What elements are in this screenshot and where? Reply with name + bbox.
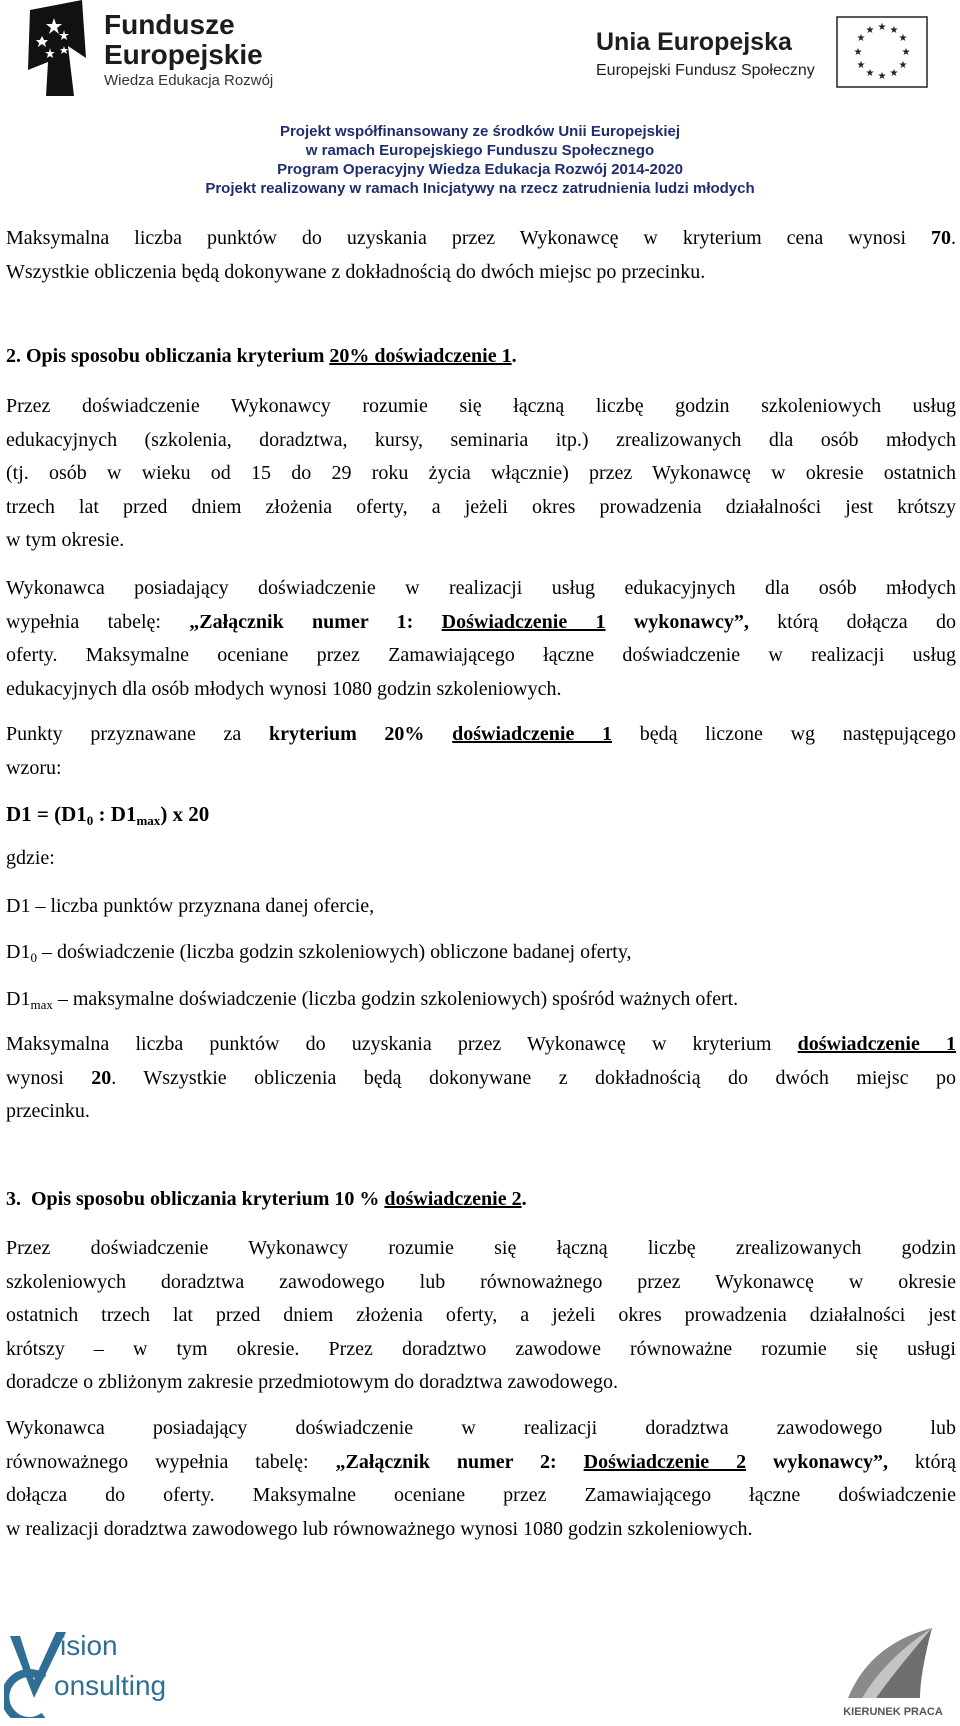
section-2-definition-paragraph <box>6 390 956 558</box>
text-span: : D1 <box>93 802 137 826</box>
text-line: Przez doświadczenie Wykonawcy rozumie się łączną liczbę zrealizowanych godzin <box>6 1237 956 1259</box>
text-line: gdzie: <box>6 847 55 869</box>
text-span: wynosi <box>6 1066 92 1089</box>
project-line: Projekt współfinansowany ze środków Unii Europejskiej <box>279 123 681 140</box>
definition-d1 <box>6 890 956 924</box>
section-3-table-paragraph <box>6 1412 956 1546</box>
svg-text:★: ★ <box>877 71 887 82</box>
fe-logo-line2: Europejskie <box>104 39 263 70</box>
text-span: równoważnego wypełnia tabelę: <box>6 1450 336 1473</box>
text-line: ostatnich trzech lat przed dniem złożenia oferty, a jeżeli okres prowadzenia działalności jest <box>6 1304 956 1326</box>
text-span: 20 <box>91 1066 112 1089</box>
vision-line1: ision <box>60 1630 118 1661</box>
price-criterion-paragraph <box>6 222 956 289</box>
text-span: . Wszystkie obliczenia będą dokonywane z dokładnością do dwóch miejsc po <box>111 1066 956 1089</box>
svg-text:★: ★ <box>889 68 899 79</box>
svg-text:★: ★ <box>856 33 866 44</box>
text-line: (tj. osób w wieku od 15 do 29 roku życia włącznie) przez Wykonawcę w okresie ostatnich <box>6 462 956 484</box>
text-span: będą liczone wg następującego <box>612 723 956 745</box>
text-span: . <box>951 227 956 249</box>
text-span: D1 = (D1 <box>6 802 87 826</box>
text-span: kryterium 20% <box>268 723 453 745</box>
text-span: „Załącznik numer 1: <box>189 610 442 633</box>
text-span: którą dołącza do <box>748 610 956 633</box>
text-span: wykonawcy”, <box>605 610 749 633</box>
text-span: . <box>521 1188 527 1210</box>
text-span: doświadczenie 1 <box>452 723 613 745</box>
text-line: Przez doświadczenie Wykonawcy rozumie się łączną liczbę godzin szkoleniowych usług <box>6 395 956 417</box>
eu-flag-icon <box>836 16 928 88</box>
text-line: przecinku. <box>6 1100 90 1122</box>
formula-where-label <box>6 842 956 876</box>
text-line: krótszy – w tym okresie. Przez doradztwo zawodowe równoważne rozumie się usługi <box>6 1337 956 1360</box>
text-line: Wykonawca posiadający doświadczenie w realizacji usług edukacyjnych dla osób młodych <box>6 577 956 599</box>
text-line: Wszystkie obliczenia będą dokonywane z dokładnością do dwóch miejsc po przecinku. <box>6 260 706 283</box>
text-span: – maksymalne doświadczenie (liczba godzin szkoleniowych) spośród ważnych ofert. <box>52 988 739 1010</box>
fe-logo-line3: Wiedza Edukacja Rozwój <box>104 72 274 89</box>
text-span: . <box>511 345 517 367</box>
project-line: w ramach Europejskiego Funduszu Społecznego <box>305 142 655 159</box>
vision-consulting-logo <box>4 1628 184 1718</box>
svg-text:★: ★ <box>901 47 911 58</box>
kierunek-praca-logo <box>834 1624 952 1724</box>
text-line: wzoru: <box>6 756 62 779</box>
ue-logo-line1: Unia Europejska <box>596 28 792 56</box>
svg-text:★: ★ <box>853 47 863 58</box>
text-line: edukacyjnych dla osób młodych wynosi 1080 godzin szkoleniowych. <box>6 677 562 700</box>
subscript: 0 <box>86 813 94 828</box>
text-span: ) x 20 <box>160 802 210 826</box>
text-line: trzech lat przed dniem złożenia oferty, a jeżeli okres prowadzenia działalności jest krótszy <box>6 495 956 518</box>
project-line: Program Operacyjny Wiedza Edukacja Rozwój 2014-2020 <box>277 161 683 178</box>
text-line: doradcze o zbliżonym zakresie przedmiotowym do doradztwa zawodowego. <box>6 1371 618 1393</box>
text-span: 3. Opis sposobu obliczania kryterium 10 % <box>6 1188 385 1210</box>
svg-text:★: ★ <box>865 25 875 36</box>
section-3-heading <box>6 1188 527 1211</box>
text-span: którą <box>888 1450 956 1473</box>
project-line: Projekt realizowany w ramach Inicjatywy na rzecz zatrudnienia ludzi młodych <box>205 180 755 197</box>
fe-logo-line1: Fundusze <box>104 9 235 40</box>
text-span: doświadczenie 1 <box>797 1033 957 1055</box>
text-span: 2. Opis sposobu obliczania kryterium <box>6 345 330 367</box>
text-line: D1 – liczba punktów przyznana danej ofercie, <box>6 895 375 917</box>
text-line: dołącza do oferty. Maksymalne oceniane przez Zamawiającego łączne doświadczenie <box>6 1484 956 1506</box>
kierunek-praca-label: KIERUNEK PRACA <box>843 1706 943 1718</box>
text-span: D1 <box>6 941 31 963</box>
text-line: szkoleniowych doradztwa zawodowego lub równoważnego przez Wykonawcę w okresie <box>6 1270 956 1293</box>
text-span: wykonawcy”, <box>746 1450 888 1473</box>
text-span: Punkty przyznawane za <box>6 723 269 745</box>
svg-text:★: ★ <box>865 68 875 79</box>
kierunek-praca-arrow-icon <box>840 1624 940 1704</box>
text-span: 20% doświadczenie 1 <box>329 345 512 367</box>
text-line: w tym okresie. <box>6 529 125 551</box>
ue-logo-line2: Europejski Fundusz Społeczny <box>596 62 815 79</box>
section-2-points-paragraph <box>6 718 956 785</box>
svg-text:★: ★ <box>898 60 908 71</box>
project-cofinancing-note <box>0 122 960 198</box>
svg-text:★: ★ <box>889 25 899 36</box>
svg-text:★: ★ <box>898 33 908 44</box>
text-span: Doświadczenie 1 <box>441 610 606 633</box>
text-line: w realizacji doradztwa zawodowego lub równoważnego wynosi 1080 godzin szkoleniowych. <box>6 1517 753 1540</box>
text-span: D1 <box>6 988 31 1010</box>
section-3-definition-paragraph <box>6 1232 956 1400</box>
section-2-table-paragraph <box>6 572 956 706</box>
text-span: Maksymalna liczba punktów do uzyskania przez Wykonawcę w kryterium <box>6 1033 798 1055</box>
vision-line2: onsulting <box>54 1670 167 1701</box>
text-line: oferty. Maksymalne oceniane przez Zamawiającego łączne doświadczenie w realizacji usług <box>6 644 956 666</box>
definition-d1-max <box>6 983 956 1017</box>
subscript: max <box>30 997 53 1012</box>
text-line: Wykonawca posiadający doświadczenie w realizacji doradztwa zawodowego lub <box>6 1417 956 1439</box>
text-line: edukacyjnych (szkolenia, doradztwa, kursy, seminaria itp.) zrealizowanych dla osób młodych <box>6 428 956 451</box>
text-span: Doświadczenie 2 <box>583 1450 747 1473</box>
unia-europejska-logo <box>556 14 936 92</box>
text-span: doświadczenie 2 <box>384 1188 522 1210</box>
svg-text:★: ★ <box>877 22 887 33</box>
svg-text:★: ★ <box>856 60 866 71</box>
text-span: wypełnia tabelę: <box>6 610 190 633</box>
price-max-points: 70 <box>931 227 951 249</box>
fe-flag-icon <box>24 0 114 96</box>
text-span: – doświadczenie (liczba godzin szkoleniowych) obliczone badanej oferty, <box>36 941 632 963</box>
section-2-heading <box>6 345 517 368</box>
fundusze-europejskie-logo <box>24 0 304 96</box>
text-span: Maksymalna liczba punktów do uzyskania przez Wykonawcę w kryterium cena wynosi <box>6 227 931 249</box>
text-span: „Załącznik numer 2: <box>335 1450 584 1473</box>
formula <box>6 802 209 827</box>
subscript: max <box>136 813 161 828</box>
definition-d1-0 <box>6 936 956 970</box>
section-2-max-points-paragraph <box>6 1028 956 1129</box>
subscript: 0 <box>30 950 37 965</box>
